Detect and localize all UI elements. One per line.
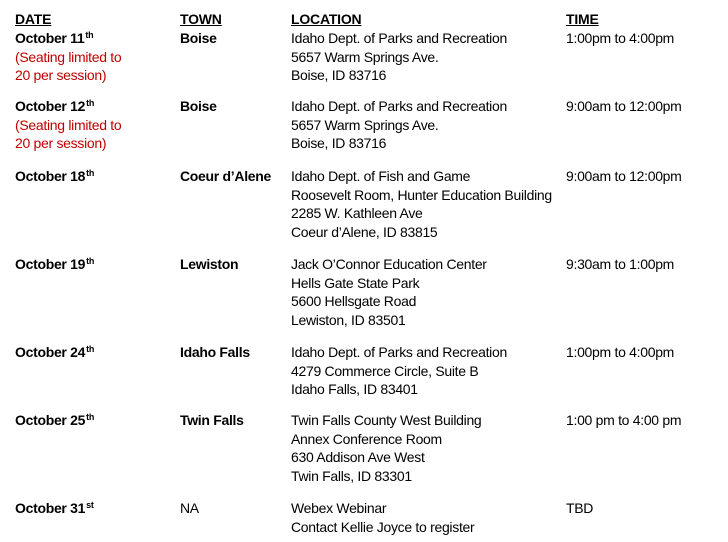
header-date: DATE bbox=[15, 11, 52, 27]
session-location bbox=[291, 499, 474, 536]
session-location bbox=[291, 411, 481, 485]
session-time: 1:00pm to 4:00pm bbox=[566, 30, 675, 46]
date-suffix: st bbox=[86, 500, 94, 510]
location-line: Coeur d’Alene, ID 83815 bbox=[291, 223, 438, 240]
location-line: Idaho Dept. of Parks and Recreation bbox=[291, 344, 507, 360]
session-date bbox=[15, 499, 94, 518]
date-suffix: th bbox=[86, 98, 95, 108]
date-text: October 12 bbox=[15, 98, 86, 114]
header-town: TOWN bbox=[180, 11, 222, 27]
session-date bbox=[15, 167, 94, 186]
session-town: Twin Falls bbox=[180, 412, 244, 428]
location-line: Twin Falls, ID 83301 bbox=[291, 467, 412, 484]
session-town: NA bbox=[180, 500, 199, 516]
session-time: 9:30am to 1:00pm bbox=[566, 256, 675, 272]
location-line: 5600 Hellsgate Road bbox=[291, 293, 417, 309]
location-line: Lewiston, ID 83501 bbox=[291, 311, 406, 328]
session-location bbox=[291, 255, 487, 329]
seating-note: 20 per session) bbox=[15, 67, 107, 83]
location-line: Webex Webinar bbox=[291, 500, 387, 516]
session-date bbox=[15, 411, 94, 430]
session-time: 1:00pm to 4:00pm bbox=[566, 344, 675, 360]
date-text: October 31 bbox=[15, 500, 86, 516]
date-text: October 25 bbox=[15, 412, 86, 428]
session-town: Boise bbox=[180, 30, 217, 46]
seating-note: 20 per session) bbox=[15, 135, 107, 151]
location-line: Idaho Dept. of Parks and Recreation bbox=[291, 98, 507, 114]
session-location bbox=[291, 29, 507, 85]
location-line: 4279 Commerce Circle, Suite B bbox=[291, 362, 479, 379]
session-time: 1:00 pm to 4:00 pm bbox=[566, 412, 682, 428]
date-suffix: th bbox=[86, 168, 95, 178]
session-town: Lewiston bbox=[180, 256, 239, 272]
header-location: LOCATION bbox=[291, 11, 362, 27]
location-line: Boise, ID 83716 bbox=[291, 67, 387, 83]
session-date bbox=[15, 97, 121, 153]
date-text: October 11 bbox=[15, 30, 85, 46]
date-suffix: th bbox=[86, 412, 95, 422]
location-line: Contact Kellie Joyce to register bbox=[291, 518, 475, 535]
session-time: 9:00am to 12:00pm bbox=[566, 168, 682, 184]
location-line: Twin Falls County West Building bbox=[291, 412, 482, 428]
location-line: Jack O’Connor Education Center bbox=[291, 256, 487, 272]
session-location bbox=[291, 97, 507, 153]
location-line: Idaho Dept. of Fish and Game bbox=[291, 168, 471, 184]
session-town: Boise bbox=[180, 98, 217, 114]
location-line: 2285 W. Kathleen Ave bbox=[291, 205, 423, 221]
date-suffix: th bbox=[85, 30, 94, 40]
seating-note: (Seating limited to bbox=[15, 48, 122, 65]
location-line: Idaho Dept. of Parks and Recreation bbox=[291, 30, 507, 46]
seating-note: (Seating limited to bbox=[15, 116, 122, 133]
location-line: Annex Conference Room bbox=[291, 430, 442, 447]
session-location bbox=[291, 167, 552, 241]
location-line: 630 Addison Ave West bbox=[291, 449, 425, 465]
location-line: Boise, ID 83716 bbox=[291, 135, 387, 151]
location-line: Idaho Falls, ID 83401 bbox=[291, 381, 418, 397]
location-line: 5657 Warm Springs Ave. bbox=[291, 48, 439, 65]
date-text: October 19 bbox=[15, 256, 86, 272]
location-line: Roosevelt Room, Hunter Education Building bbox=[291, 186, 552, 203]
header-time: TIME bbox=[566, 11, 599, 27]
date-suffix: th bbox=[86, 344, 95, 354]
location-line: Hells Gate State Park bbox=[291, 274, 420, 291]
session-town: Coeur d’Alene bbox=[180, 168, 272, 184]
session-time: TBD bbox=[566, 500, 594, 516]
date-suffix: th bbox=[86, 256, 95, 266]
session-location bbox=[291, 343, 507, 399]
date-text: October 18 bbox=[15, 168, 86, 184]
session-date bbox=[15, 343, 94, 362]
session-date bbox=[15, 255, 94, 274]
session-date bbox=[15, 29, 121, 85]
session-time: 9:00am to 12:00pm bbox=[566, 98, 682, 114]
session-town: Idaho Falls bbox=[180, 344, 250, 360]
location-line: 5657 Warm Springs Ave. bbox=[291, 116, 439, 133]
date-text: October 24 bbox=[15, 344, 86, 360]
